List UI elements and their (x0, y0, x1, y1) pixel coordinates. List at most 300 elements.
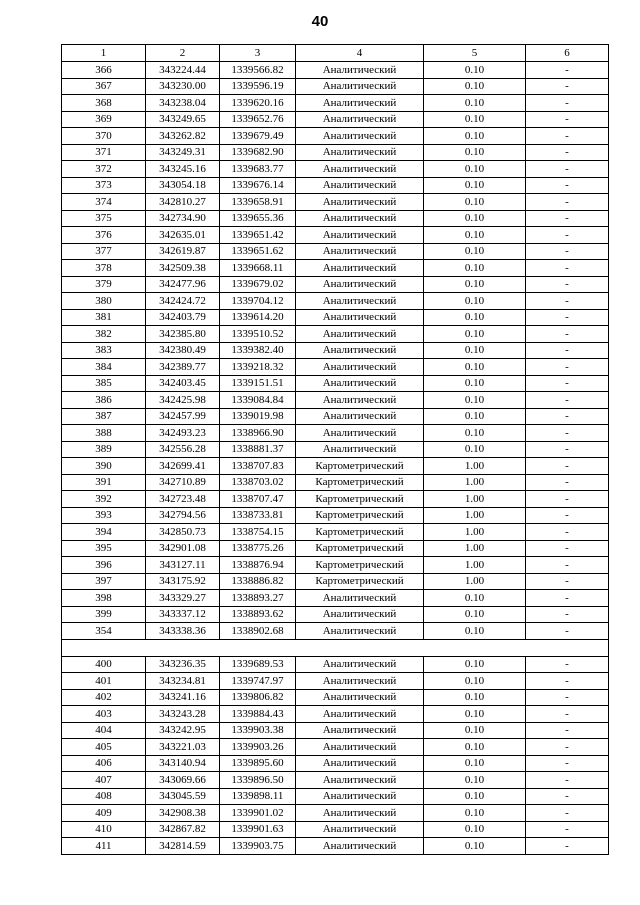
table-cell: 0.10 (424, 408, 526, 425)
table-cell: 0.10 (424, 359, 526, 376)
coordinates-table (61, 44, 609, 855)
table-cell: 342425.98 (146, 392, 220, 409)
table-cell: - (526, 606, 609, 623)
column-header: 2 (146, 45, 220, 62)
table-cell: 366 (62, 62, 146, 79)
table-cell: - (526, 755, 609, 772)
table-separator-row (62, 639, 609, 656)
table-cell: Аналитический (296, 78, 424, 95)
table-cell: 1338876.94 (220, 557, 296, 574)
table-cell: 0.10 (424, 656, 526, 673)
table-cell: 394 (62, 524, 146, 541)
table-cell: 343238.04 (146, 95, 220, 112)
table-cell: 382 (62, 326, 146, 343)
table-row (62, 540, 609, 557)
table-cell: Аналитический (296, 805, 424, 822)
table-cell: Аналитический (296, 95, 424, 112)
table-cell: Картометрический (296, 491, 424, 508)
table-cell: 367 (62, 78, 146, 95)
table-cell: Аналитический (296, 755, 424, 772)
table-cell: 343175.92 (146, 573, 220, 590)
table-cell: 1339903.26 (220, 739, 296, 756)
table-cell: - (526, 359, 609, 376)
table-cell: 343230.00 (146, 78, 220, 95)
table-row (62, 623, 609, 640)
table-cell: Картометрический (296, 524, 424, 541)
table-cell: 342723.48 (146, 491, 220, 508)
table-cell: - (526, 144, 609, 161)
table-cell: 342424.72 (146, 293, 220, 310)
table-cell: Аналитический (296, 788, 424, 805)
table-cell: - (526, 441, 609, 458)
table-cell: 342867.82 (146, 821, 220, 838)
table-cell: Аналитический (296, 408, 424, 425)
table-cell: 342908.38 (146, 805, 220, 822)
table-cell: 385 (62, 375, 146, 392)
table-cell: 0.10 (424, 62, 526, 79)
table-cell: 1339689.53 (220, 656, 296, 673)
table-cell: 342810.27 (146, 194, 220, 211)
table-cell: 0.10 (424, 342, 526, 359)
table-cell: - (526, 706, 609, 723)
table-cell: 343140.94 (146, 755, 220, 772)
table-row (62, 557, 609, 574)
table-cell: 342635.01 (146, 227, 220, 244)
table-row (62, 161, 609, 178)
table-cell: Аналитический (296, 838, 424, 855)
table-cell: 1339901.63 (220, 821, 296, 838)
table-cell: 343234.81 (146, 673, 220, 690)
table-cell: 343224.44 (146, 62, 220, 79)
table-cell: - (526, 491, 609, 508)
table-row (62, 425, 609, 442)
table-cell: 0.10 (424, 772, 526, 789)
table-cell: Картометрический (296, 573, 424, 590)
table-cell: 1339704.12 (220, 293, 296, 310)
table-cell: 1339151.51 (220, 375, 296, 392)
table-cell: 0.10 (424, 95, 526, 112)
table-cell: 368 (62, 95, 146, 112)
table-cell: 389 (62, 441, 146, 458)
table-row (62, 805, 609, 822)
table-row (62, 210, 609, 227)
table-cell: 1339620.16 (220, 95, 296, 112)
table-cell: 343054.18 (146, 177, 220, 194)
table-cell: 1.00 (424, 458, 526, 475)
table-row (62, 293, 609, 310)
table-cell: 1339596.19 (220, 78, 296, 95)
table-cell: 0.10 (424, 441, 526, 458)
table-cell: 0.10 (424, 227, 526, 244)
table-cell: 0.10 (424, 606, 526, 623)
table-cell: Аналитический (296, 260, 424, 277)
table-cell: 1338775.26 (220, 540, 296, 557)
table-cell: - (526, 326, 609, 343)
table-row (62, 408, 609, 425)
table-cell: 369 (62, 111, 146, 128)
table-cell: Аналитический (296, 821, 424, 838)
table-row (62, 276, 609, 293)
table-cell: - (526, 673, 609, 690)
table-cell: 0.10 (424, 210, 526, 227)
column-header: 1 (62, 45, 146, 62)
table-cell: Аналитический (296, 673, 424, 690)
table-cell: 371 (62, 144, 146, 161)
table-row (62, 260, 609, 277)
table-row (62, 706, 609, 723)
table-cell: 375 (62, 210, 146, 227)
table-cell: 373 (62, 177, 146, 194)
table-cell: 1339084.84 (220, 392, 296, 409)
table-cell: - (526, 342, 609, 359)
table-row (62, 342, 609, 359)
table-cell: 1339614.20 (220, 309, 296, 326)
table-cell: 0.10 (424, 276, 526, 293)
table-cell: Аналитический (296, 128, 424, 145)
table-cell: 1339683.77 (220, 161, 296, 178)
table-cell: 1.00 (424, 524, 526, 541)
table-cell: - (526, 276, 609, 293)
table-cell: 343249.65 (146, 111, 220, 128)
table-cell: - (526, 260, 609, 277)
table-cell: 0.10 (424, 689, 526, 706)
table-cell: 380 (62, 293, 146, 310)
table-cell: - (526, 772, 609, 789)
table-row (62, 474, 609, 491)
table-row (62, 128, 609, 145)
table-cell: - (526, 722, 609, 739)
table-cell: - (526, 838, 609, 855)
table-cell: - (526, 821, 609, 838)
table-cell: 0.10 (424, 144, 526, 161)
table-cell: 1338733.81 (220, 507, 296, 524)
table-cell: 343045.59 (146, 788, 220, 805)
table-header-row (62, 45, 609, 62)
table-cell: 342477.96 (146, 276, 220, 293)
table-cell: - (526, 392, 609, 409)
table-row (62, 788, 609, 805)
table-cell: 342734.90 (146, 210, 220, 227)
table-cell: 406 (62, 755, 146, 772)
table-cell: 0.10 (424, 392, 526, 409)
table-cell: 1339682.90 (220, 144, 296, 161)
table-cell: 1.00 (424, 573, 526, 590)
table-cell: 400 (62, 656, 146, 673)
table-cell: - (526, 194, 609, 211)
table-row (62, 243, 609, 260)
table-cell: 1.00 (424, 491, 526, 508)
table-row (62, 491, 609, 508)
table-cell: 1339651.42 (220, 227, 296, 244)
table-cell: 0.10 (424, 177, 526, 194)
table-row (62, 524, 609, 541)
table-cell: 381 (62, 309, 146, 326)
table-cell: Картометрический (296, 557, 424, 574)
table-row (62, 144, 609, 161)
table-cell: 342794.56 (146, 507, 220, 524)
table-cell: Аналитический (296, 739, 424, 756)
table-cell: 0.10 (424, 706, 526, 723)
table-cell: 343127.11 (146, 557, 220, 574)
table-row (62, 111, 609, 128)
table-cell: - (526, 309, 609, 326)
table-cell: 402 (62, 689, 146, 706)
table-cell: 0.10 (424, 755, 526, 772)
table-cell: - (526, 656, 609, 673)
table-cell: Аналитический (296, 375, 424, 392)
table-cell: 0.10 (424, 260, 526, 277)
table-cell: 408 (62, 788, 146, 805)
table-row (62, 590, 609, 607)
table-cell: 1338893.27 (220, 590, 296, 607)
table-cell: 387 (62, 408, 146, 425)
table-cell: 0.10 (424, 805, 526, 822)
table-cell: 1338703.02 (220, 474, 296, 491)
table-row (62, 606, 609, 623)
table-cell: Аналитический (296, 194, 424, 211)
table-cell: 1338893.62 (220, 606, 296, 623)
table-cell: 0.10 (424, 375, 526, 392)
table-cell: 343245.16 (146, 161, 220, 178)
table-row (62, 656, 609, 673)
table-cell: 377 (62, 243, 146, 260)
table-cell: 0.10 (424, 821, 526, 838)
table-cell: 0.10 (424, 78, 526, 95)
table-cell: - (526, 243, 609, 260)
table-cell: 1.00 (424, 557, 526, 574)
table-cell: 1339884.43 (220, 706, 296, 723)
table-row (62, 722, 609, 739)
table-cell: Аналитический (296, 606, 424, 623)
column-header: 3 (220, 45, 296, 62)
table-cell: - (526, 540, 609, 557)
table-cell: - (526, 623, 609, 640)
table-cell: 1339679.02 (220, 276, 296, 293)
table-cell: 342901.08 (146, 540, 220, 557)
table-cell: 342403.79 (146, 309, 220, 326)
table-cell: 342850.73 (146, 524, 220, 541)
table-cell: 343242.95 (146, 722, 220, 739)
table-cell: Аналитический (296, 161, 424, 178)
table-cell: 343236.35 (146, 656, 220, 673)
table-cell: 411 (62, 838, 146, 855)
table-cell: - (526, 408, 609, 425)
table-cell: - (526, 425, 609, 442)
table-cell: 342389.77 (146, 359, 220, 376)
table-cell: - (526, 573, 609, 590)
table-cell: - (526, 375, 609, 392)
table-cell: 1.00 (424, 507, 526, 524)
table-cell: Картометрический (296, 540, 424, 557)
table-row (62, 62, 609, 79)
table-cell: 407 (62, 772, 146, 789)
table-cell: 343337.12 (146, 606, 220, 623)
table-cell: - (526, 111, 609, 128)
table-cell: Аналитический (296, 177, 424, 194)
table-cell: 342699.41 (146, 458, 220, 475)
table-cell: 343262.82 (146, 128, 220, 145)
table-row (62, 194, 609, 211)
table-cell: 1339651.62 (220, 243, 296, 260)
table-cell: Аналитический (296, 210, 424, 227)
table-cell: 1339895.60 (220, 755, 296, 772)
table-cell: Аналитический (296, 309, 424, 326)
table-cell: 378 (62, 260, 146, 277)
table-cell: Аналитический (296, 342, 424, 359)
table-row (62, 375, 609, 392)
table-cell: 0.10 (424, 194, 526, 211)
table-cell: Аналитический (296, 359, 424, 376)
table-cell: 386 (62, 392, 146, 409)
table-row (62, 821, 609, 838)
table-cell: Аналитический (296, 144, 424, 161)
column-header: 6 (526, 45, 609, 62)
table-cell: Аналитический (296, 326, 424, 343)
table-cell: 383 (62, 342, 146, 359)
table-row (62, 441, 609, 458)
table-row (62, 573, 609, 590)
table-cell: Аналитический (296, 656, 424, 673)
table-cell: 342380.49 (146, 342, 220, 359)
table-cell: 0.10 (424, 623, 526, 640)
table-cell: Аналитический (296, 425, 424, 442)
table-cell: 395 (62, 540, 146, 557)
table-cell: 1339747.97 (220, 673, 296, 690)
table-cell: 398 (62, 590, 146, 607)
table-cell: 342457.99 (146, 408, 220, 425)
table-cell: 404 (62, 722, 146, 739)
table-cell: 0.10 (424, 293, 526, 310)
table-cell: - (526, 62, 609, 79)
table-cell: - (526, 128, 609, 145)
table-cell: 1.00 (424, 474, 526, 491)
table-cell: 342710.89 (146, 474, 220, 491)
table-cell: - (526, 739, 609, 756)
table-cell: 379 (62, 276, 146, 293)
table-cell: 384 (62, 359, 146, 376)
table-cell: Аналитический (296, 392, 424, 409)
table-cell: 0.10 (424, 425, 526, 442)
table-cell: 343241.16 (146, 689, 220, 706)
table-cell: 0.10 (424, 722, 526, 739)
table-cell: - (526, 293, 609, 310)
table-cell: 1339676.14 (220, 177, 296, 194)
table-cell: - (526, 474, 609, 491)
table-cell: - (526, 95, 609, 112)
table-cell: 342493.23 (146, 425, 220, 442)
table-cell: Аналитический (296, 441, 424, 458)
table-cell: 1339896.50 (220, 772, 296, 789)
page-number: 40 (311, 13, 329, 30)
table-cell: - (526, 227, 609, 244)
table-cell: 1338707.47 (220, 491, 296, 508)
table-row (62, 359, 609, 376)
table-cell: 0.10 (424, 111, 526, 128)
table-separator-cell (62, 639, 609, 656)
table-cell: 388 (62, 425, 146, 442)
table-cell: - (526, 689, 609, 706)
table-cell: - (526, 177, 609, 194)
table-cell: 343338.36 (146, 623, 220, 640)
table-cell: - (526, 524, 609, 541)
table-cell: 343249.31 (146, 144, 220, 161)
table-cell: 376 (62, 227, 146, 244)
table-cell: 1339901.02 (220, 805, 296, 822)
table-row (62, 755, 609, 772)
table-cell: 409 (62, 805, 146, 822)
table-cell: 1338707.83 (220, 458, 296, 475)
table-cell: 342509.38 (146, 260, 220, 277)
table-cell: 1339898.11 (220, 788, 296, 805)
table-cell: Аналитический (296, 243, 424, 260)
table-cell: 1.00 (424, 540, 526, 557)
table-row (62, 739, 609, 756)
table-cell: 1339903.75 (220, 838, 296, 855)
table-cell: 390 (62, 458, 146, 475)
table-cell: 396 (62, 557, 146, 574)
table-cell: 403 (62, 706, 146, 723)
table-cell: 342814.59 (146, 838, 220, 855)
table-row (62, 458, 609, 475)
table-cell: 372 (62, 161, 146, 178)
table-cell: 392 (62, 491, 146, 508)
table-cell: 0.10 (424, 739, 526, 756)
table-cell: - (526, 210, 609, 227)
table-cell: 1339510.52 (220, 326, 296, 343)
table-cell: Аналитический (296, 227, 424, 244)
table-cell: 0.10 (424, 590, 526, 607)
table-cell: 397 (62, 573, 146, 590)
table-cell: 0.10 (424, 161, 526, 178)
table-cell: Аналитический (296, 111, 424, 128)
table-cell: 1339806.82 (220, 689, 296, 706)
table-row (62, 673, 609, 690)
table-row (62, 95, 609, 112)
table-cell: Аналитический (296, 62, 424, 79)
table-cell: 342556.28 (146, 441, 220, 458)
table-cell: - (526, 458, 609, 475)
table-cell: 401 (62, 673, 146, 690)
table-row (62, 772, 609, 789)
table-cell: - (526, 788, 609, 805)
table-cell: 0.10 (424, 838, 526, 855)
table-cell: - (526, 507, 609, 524)
table-cell: Аналитический (296, 772, 424, 789)
table-cell: 0.10 (424, 788, 526, 805)
table-cell: 374 (62, 194, 146, 211)
table-cell: 354 (62, 623, 146, 640)
table-cell: 1339382.40 (220, 342, 296, 359)
table-cell: Аналитический (296, 706, 424, 723)
table-cell: 1339218.32 (220, 359, 296, 376)
table-cell: 1338902.68 (220, 623, 296, 640)
table-cell: 343329.27 (146, 590, 220, 607)
table-cell: Аналитический (296, 590, 424, 607)
table-row (62, 392, 609, 409)
table-cell: Аналитический (296, 689, 424, 706)
table-cell: Аналитический (296, 276, 424, 293)
table-cell: 0.10 (424, 128, 526, 145)
table-cell: - (526, 805, 609, 822)
table-cell: 0.10 (424, 326, 526, 343)
table-cell: Картометрический (296, 474, 424, 491)
table-cell: Картометрический (296, 507, 424, 524)
table-cell: 1338754.15 (220, 524, 296, 541)
table-cell: 391 (62, 474, 146, 491)
table-row (62, 507, 609, 524)
table-cell: 0.10 (424, 309, 526, 326)
table-cell: 1339903.38 (220, 722, 296, 739)
